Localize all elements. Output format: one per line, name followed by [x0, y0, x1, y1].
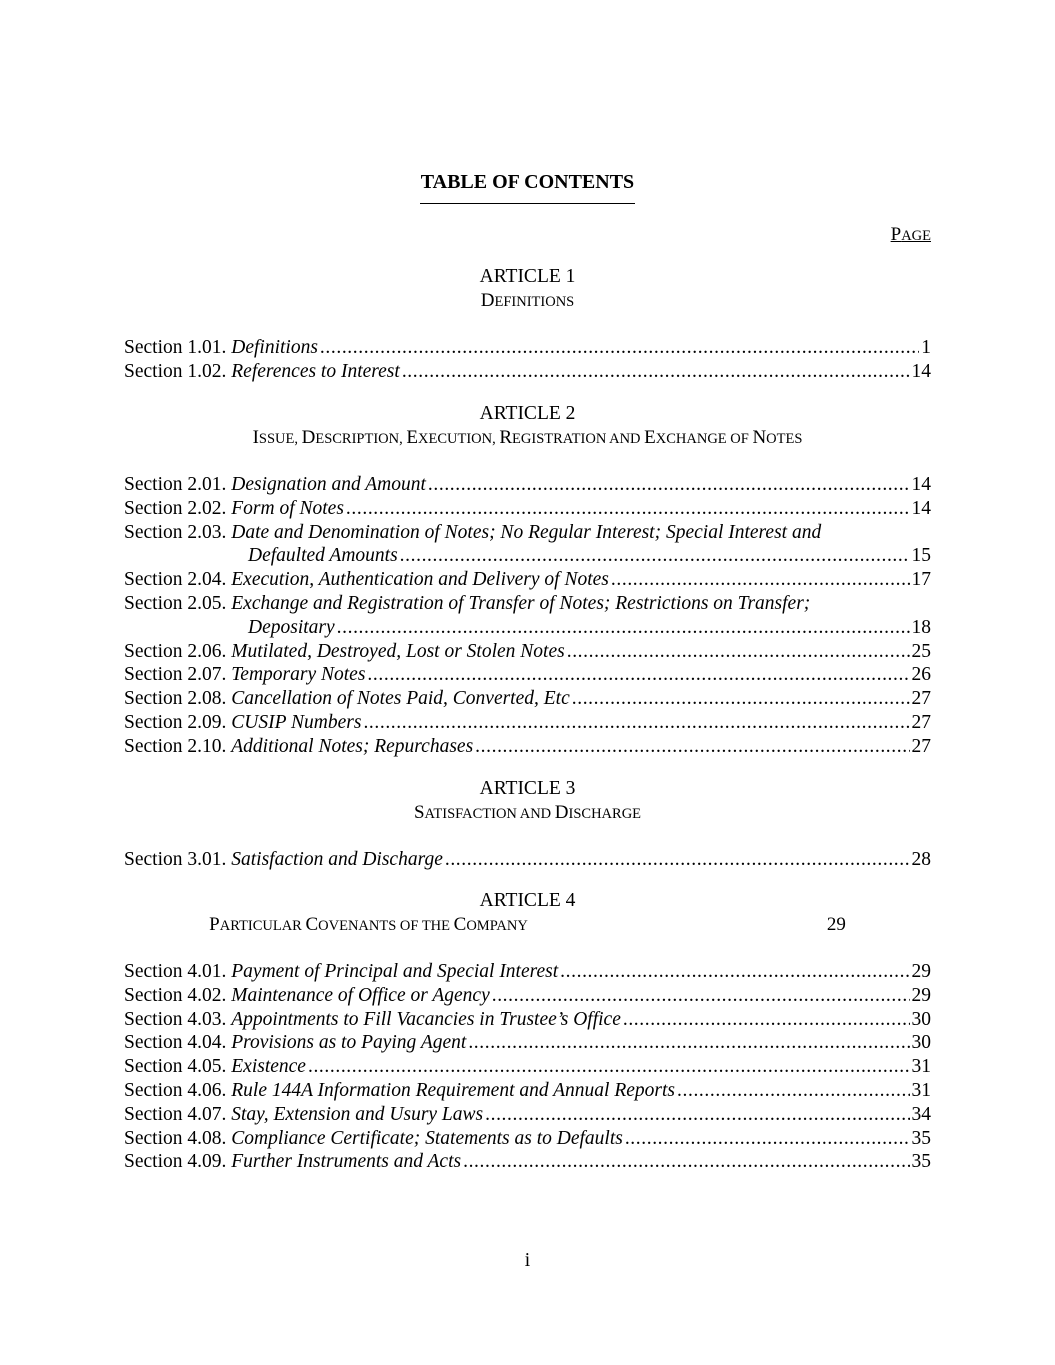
section-list [124, 473, 931, 759]
toc-entry[interactable]: Section 2.08. Cancellation of Notes Paid, Converted, Etc ..... 27 [124, 687, 931, 711]
section-list [124, 960, 931, 1174]
toc-entry[interactable]: Section 4.02. Maintenance of Office or Agency ..... 29 [124, 984, 931, 1008]
article-subtitle: ISSUE, DESCRIPTION, EXECUTION, REGISTRATION AND EXCHANGE OF NOTES [252, 427, 803, 448]
toc-entry[interactable]: Section 2.06. Mutilated, Destroyed, Lost or Stolen Notes ..... 25 [124, 640, 931, 664]
toc-entry[interactable]: Section 2.02. Form of Notes ..... 14 [124, 497, 931, 521]
toc-entry[interactable]: Section 4.03. Appointments to Fill Vacancies in Trustee’s Office ..... 30 [124, 1008, 931, 1032]
page-number: i [524, 1250, 531, 1271]
toc-entry[interactable]: Section 2.07. Temporary Notes ..... 26 [124, 663, 931, 687]
toc-entry[interactable]: Section 4.08. Compliance Certificate; Statements as to Defaults ..... 35 [124, 1127, 931, 1151]
title-underline [420, 203, 635, 204]
article-heading: ARTICLE 2 [479, 403, 576, 424]
toc-entry[interactable]: Section 4.07. Stay, Extension and Usury Laws ..... 34 [124, 1103, 931, 1127]
toc-entry[interactable]: Section 4.09. Further Instruments and Acts ..... 35 [124, 1150, 931, 1174]
toc-entry[interactable]: Section 2.04. Execution, Authentication and Delivery of Notes ..... 17 [124, 568, 931, 592]
toc-entry[interactable]: Section 4.01. Payment of Principal and Special Interest ..... 29 [124, 960, 931, 984]
toc-entry[interactable]: Section 4.06. Rule 144A Information Requirement and Annual Reports ..... 31 [124, 1079, 931, 1103]
toc-entry[interactable]: Section 2.05. Exchange and Registration of Transfer of Notes; Restrictions on Transfer; Depositary ..... 18 [124, 592, 931, 640]
toc-entry[interactable]: Section 4.04. Provisions as to Paying Agent ..... 30 [124, 1031, 931, 1055]
toc-entry[interactable]: Section 2.10. Additional Notes; Repurchases ..... 27 [124, 735, 931, 759]
article-2 [124, 402, 931, 759]
article-subtitle[interactable]: PARTICULAR COVENANTS OF THE COMPANY 29 [209, 914, 846, 935]
page-column-label: PAGE [890, 224, 931, 245]
article-subtitle: DEFINITIONS [480, 290, 575, 311]
article-3 [124, 777, 931, 872]
section-list [124, 848, 931, 872]
article-heading: ARTICLE 3 [479, 778, 576, 799]
toc-entry[interactable]: Section 4.05. Existence ..... 31 [124, 1055, 931, 1079]
toc-entry[interactable]: Section 2.01. Designation and Amount ..... 14 [124, 473, 931, 497]
article-heading: ARTICLE 4 [479, 890, 576, 911]
article-4 [124, 889, 931, 1174]
article-1 [124, 265, 931, 384]
toc-entry[interactable]: Section 2.03. Date and Denomination of Notes; No Regular Interest; Special Interest and Defaulted Amounts ..... 15 [124, 521, 931, 569]
toc-entry[interactable]: Section 3.01. Satisfaction and Discharge ..... 28 [124, 848, 931, 872]
article-subtitle: SATISFACTION AND DISCHARGE [413, 802, 642, 823]
section-list [124, 336, 931, 384]
toc-entry[interactable]: Section 1.02. References to Interest ..... 14 [124, 360, 931, 384]
toc-entry[interactable]: Section 2.09. CUSIP Numbers ..... 27 [124, 711, 931, 735]
toc-entry[interactable]: Section 1.01. Definitions ..... 1 [124, 336, 931, 360]
article-heading: ARTICLE 1 [479, 266, 576, 287]
toc-title: TABLE OF CONTENTS [420, 171, 635, 193]
